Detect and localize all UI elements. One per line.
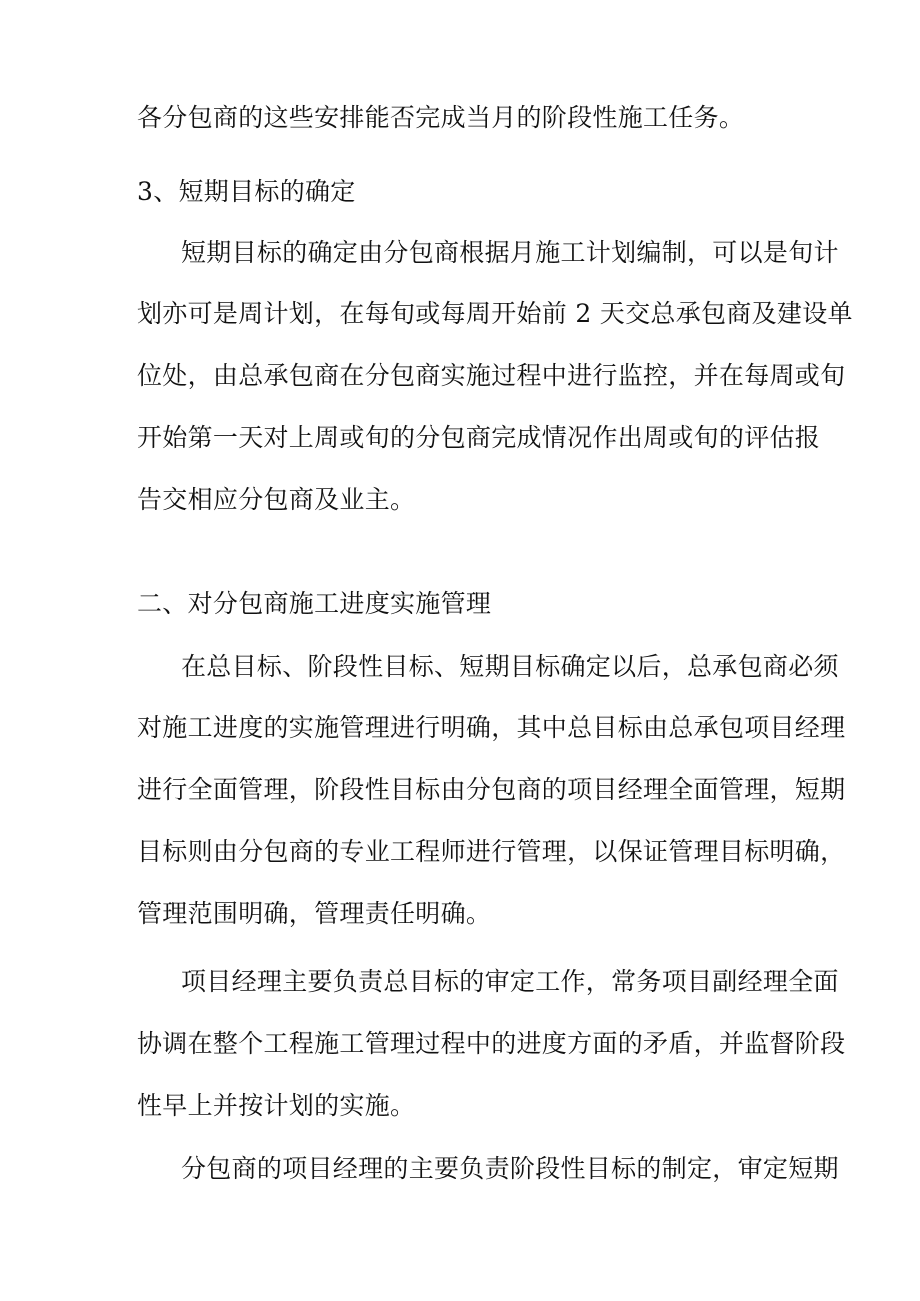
text-line: 位处，由总承包商在分包商实施过程中进行监控，并在每周或旬 xyxy=(137,361,846,390)
text-line: 管理范围明确，管理责任明确。 xyxy=(137,899,492,928)
section-heading: 3、短期目标的确定 xyxy=(137,177,356,206)
text-line: 划亦可是周计划，在每旬或每周开始前 2 天交总承包商及建设单 xyxy=(137,299,853,328)
text-line: 性早上并按计划的实施。 xyxy=(137,1091,416,1120)
text-line: 各分包商的这些安排能否完成当月的阶段性施工任务。 xyxy=(137,103,745,132)
text-line: 对施工进度的实施管理进行明确，其中总目标由总承包项目经理 xyxy=(137,713,846,742)
text-line: 短期目标的确定由分包商根据月施工计划编制，可以是旬计 xyxy=(181,238,839,267)
text-line: 项目经理主要负责总目标的审定工作，常务项目副经理全面 xyxy=(181,967,839,996)
text-line: 告交相应分包商及业主。 xyxy=(137,485,416,514)
text-line: 分包商的项目经理的主要负责阶段性目标的制定，审定短期 xyxy=(181,1154,839,1183)
text-line: 在总目标、阶段性目标、短期目标确定以后，总承包商必须 xyxy=(181,652,839,681)
text-line: 开始第一天对上周或旬的分包商完成情况作出周或旬的评估报 xyxy=(137,423,821,452)
section-heading: 二、对分包商施工进度实施管理 xyxy=(137,589,492,618)
text-line: 进行全面管理，阶段性目标由分包商的项目经理全面管理，短期 xyxy=(137,775,846,804)
text-line: 目标则由分包商的专业工程师进行管理，以保证管理目标明确， xyxy=(137,837,846,866)
text-line: 协调在整个工程施工管理过程中的进度方面的矛盾，并监督阶段 xyxy=(137,1029,846,1058)
